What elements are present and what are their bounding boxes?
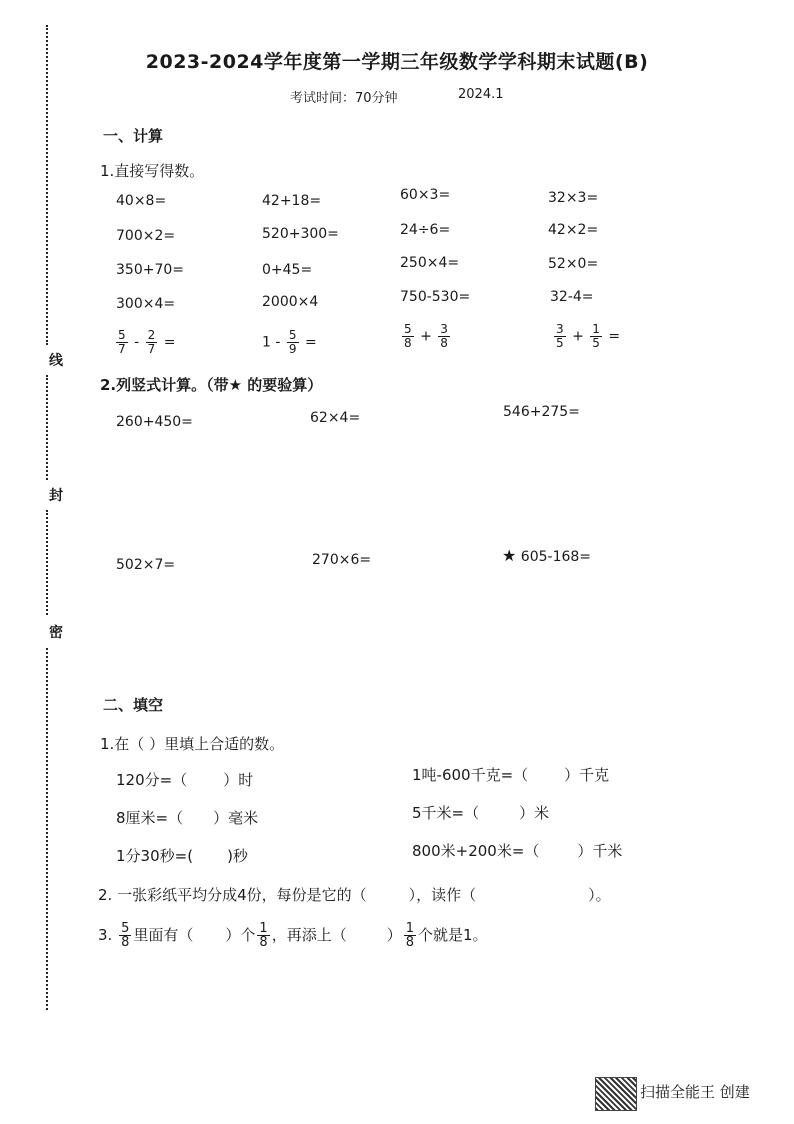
fraction-item — [552, 323, 620, 350]
fill-question-1-label: 1.在（ ）里填上合适的数。 — [100, 735, 285, 753]
numerator: 5 — [288, 328, 297, 342]
numerator: 5 — [121, 921, 130, 936]
vertical-calc-text: 605-168= — [520, 549, 592, 565]
binding-char-feng: 封 — [49, 488, 63, 504]
fill-text: 里面有（ — [133, 926, 194, 944]
fraction — [590, 323, 602, 350]
numerator: 1 — [259, 921, 268, 936]
denominator: 5 — [592, 336, 600, 350]
exam-date: 2024.1 — [458, 87, 504, 102]
question-2-label: 2.列竖式计算。（带★ 的要验算） — [100, 376, 323, 394]
vertical-calc-item: 502×7= — [116, 557, 176, 573]
binding-dotted-line — [46, 510, 48, 615]
fraction-item — [400, 323, 452, 350]
denominator: 8 — [404, 336, 412, 350]
fill-text: ）。 — [588, 886, 611, 904]
calc-item: 32×3= — [548, 190, 599, 206]
binding-char-mi: 密 — [49, 625, 63, 641]
fraction-item — [262, 329, 317, 356]
star-icon: ★ — [502, 546, 517, 565]
fill-text: ）米 — [519, 804, 550, 822]
fill-item — [116, 845, 248, 866]
calc-item: 52×0= — [548, 256, 599, 272]
fraction — [404, 922, 416, 949]
fill-text: ）时 — [223, 771, 254, 789]
binding-char-xian: 线 — [49, 353, 63, 369]
whole-number: 1 — [262, 334, 271, 351]
fill-text: ）毫米 — [213, 809, 259, 827]
fill-text: 个就是1。 — [418, 926, 488, 944]
vertical-calc-item: 62×4= — [310, 410, 361, 426]
calc-item: 60×3= — [400, 187, 451, 203]
numerator: 5 — [404, 322, 412, 336]
fraction — [116, 329, 128, 356]
calc-item: 750-530= — [400, 289, 471, 305]
vertical-calc-item: 546+275= — [503, 404, 580, 420]
calc-item: 40×8= — [116, 193, 167, 209]
calc-item: 32-4= — [550, 289, 594, 305]
equals: = — [304, 334, 317, 351]
fraction — [119, 922, 131, 949]
calc-item: 700×2= — [116, 228, 176, 244]
equals: = — [163, 334, 176, 351]
question-1-label: 1.直接写得数。 — [100, 162, 205, 180]
operator: + — [572, 328, 584, 345]
numerator: 5 — [118, 328, 126, 342]
fill-text: 1分30秒=( — [116, 847, 194, 865]
denominator: 9 — [288, 342, 297, 356]
exam-time: 考试时间：70分钟 — [290, 91, 398, 106]
section-heading-calc: 一、计算 — [103, 127, 164, 145]
fill-text: 5千米=（ — [412, 804, 480, 822]
fill-text: 120分=（ — [116, 771, 188, 789]
operator: - — [275, 334, 281, 351]
denominator: 5 — [556, 336, 564, 350]
fill-item — [412, 802, 549, 823]
fill-text: ），读作（ — [408, 886, 477, 904]
numerator: 3 — [440, 322, 448, 336]
numerator: 1 — [405, 921, 414, 936]
fraction — [257, 922, 269, 949]
fill-item — [116, 769, 253, 790]
fraction — [438, 323, 450, 350]
fraction — [146, 329, 158, 356]
denominator: 7 — [118, 342, 126, 356]
binding-dotted-line — [46, 648, 48, 1010]
numerator: 1 — [592, 322, 600, 336]
denominator: 7 — [147, 342, 156, 356]
equals: = — [608, 328, 621, 345]
fill-text: 一张彩纸平均分成4份，每份是它的（ — [117, 886, 367, 904]
denominator: 8 — [405, 935, 414, 950]
question-number: 3. — [98, 926, 113, 944]
fill-text: 800米+200米=（ — [412, 842, 540, 860]
fill-text: 8厘米=（ — [116, 809, 184, 827]
fill-item — [412, 840, 622, 861]
numerator: 3 — [556, 322, 564, 336]
calc-item: 42×2= — [548, 222, 599, 238]
fill-text: ）千克 — [564, 766, 610, 784]
numerator: 2 — [147, 328, 156, 342]
question-number: 2. — [98, 886, 113, 904]
calc-item: 350+70= — [116, 262, 184, 278]
denominator: 8 — [121, 935, 130, 950]
vertical-calc-item-starred — [502, 546, 591, 565]
fill-text: 1吨-600千克=（ — [412, 766, 529, 784]
vertical-calc-item: 270×6= — [312, 552, 372, 568]
denominator: 8 — [259, 935, 268, 950]
fraction-item — [114, 329, 175, 356]
calc-item: 24÷6= — [400, 222, 451, 238]
fill-text: ） — [386, 926, 402, 944]
fill-text: ，再添上（ — [271, 926, 347, 944]
scanner-watermark: 扫描全能王 创建 — [640, 1083, 750, 1101]
page-title: 2023-2024学年度第一学期三年级数学学科期末试题(B) — [145, 51, 649, 73]
calc-item: 520+300= — [262, 226, 339, 242]
calc-item: 250×4= — [400, 255, 460, 271]
calc-item: 0+45= — [262, 262, 313, 278]
operator: - — [134, 334, 140, 351]
fill-text: ）个 — [225, 926, 256, 944]
operator: + — [420, 328, 432, 345]
qr-code-icon — [595, 1077, 637, 1111]
calc-item: 2000×4 — [262, 294, 319, 310]
fill-item — [116, 807, 258, 828]
calc-item: 42+18= — [262, 193, 322, 209]
fraction — [287, 329, 299, 356]
fill-text: )秒 — [227, 847, 248, 865]
fill-item — [412, 764, 609, 785]
fill-question-2 — [98, 884, 611, 905]
denominator: 8 — [440, 336, 448, 350]
section-heading-fill: 二、填空 — [103, 696, 164, 714]
fraction — [554, 323, 566, 350]
fill-question-3 — [98, 922, 488, 949]
vertical-calc-item: 260+450= — [116, 414, 193, 430]
binding-dotted-line — [46, 375, 48, 480]
calc-item: 300×4= — [116, 296, 176, 312]
fill-text: ）千米 — [577, 842, 623, 860]
fraction — [402, 323, 414, 350]
